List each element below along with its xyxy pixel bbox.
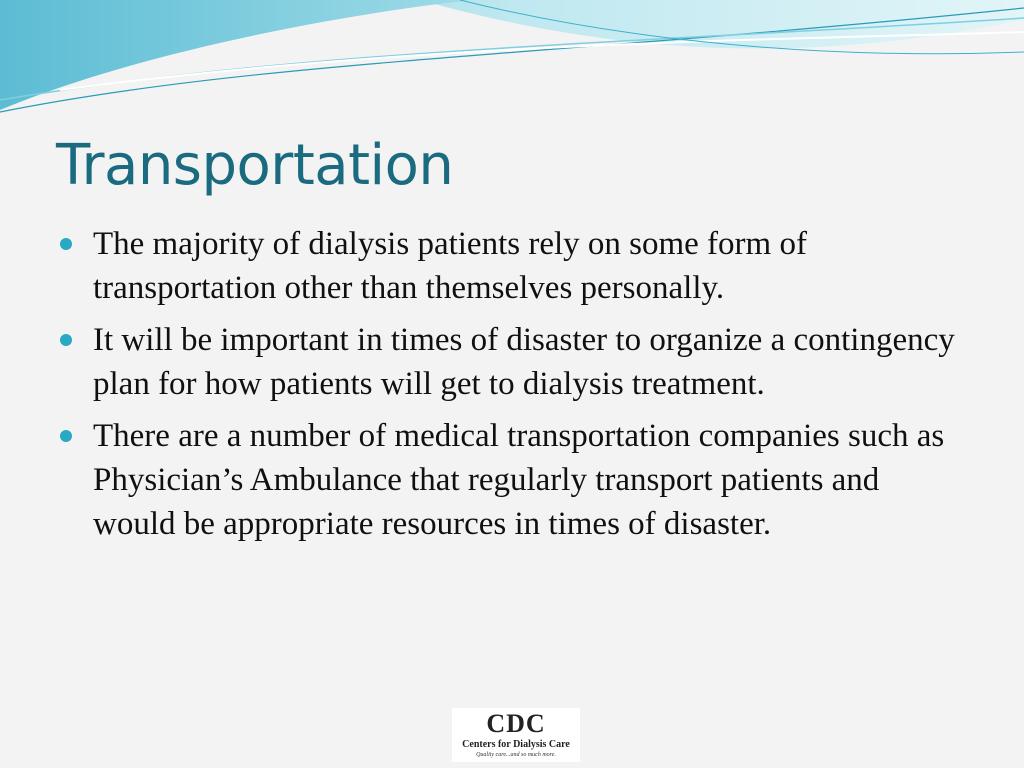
logo-tagline: Quality care...and so much more. xyxy=(476,752,556,758)
slide-title: Transportation xyxy=(56,133,454,198)
bullet-item xyxy=(60,318,960,406)
bullet-item xyxy=(60,222,960,310)
logo-subtitle: Centers for Dialysis Care xyxy=(462,739,570,750)
bullet-text: It will be important in times of disaster to organize a contingency plan for how patients will get to dialysis treatment. xyxy=(93,322,955,402)
circle-bullet-icon xyxy=(60,238,72,250)
bullet-item xyxy=(60,414,960,546)
bullet-text: The majority of dialysis patients rely on some form of transportation other than themselves personally. xyxy=(93,226,807,306)
cdc-logo xyxy=(452,708,580,762)
logo-name: CDC xyxy=(486,709,546,738)
bullet-text: There are a number of medical transportation companies such as Physician’s Ambulance that regularly transport patients and would be appropriate resources in times of disaster. xyxy=(93,418,945,542)
circle-bullet-icon xyxy=(60,334,72,346)
circle-bullet-icon xyxy=(60,430,72,442)
wave-banner-decoration xyxy=(0,0,1024,140)
bullet-list xyxy=(60,222,960,554)
